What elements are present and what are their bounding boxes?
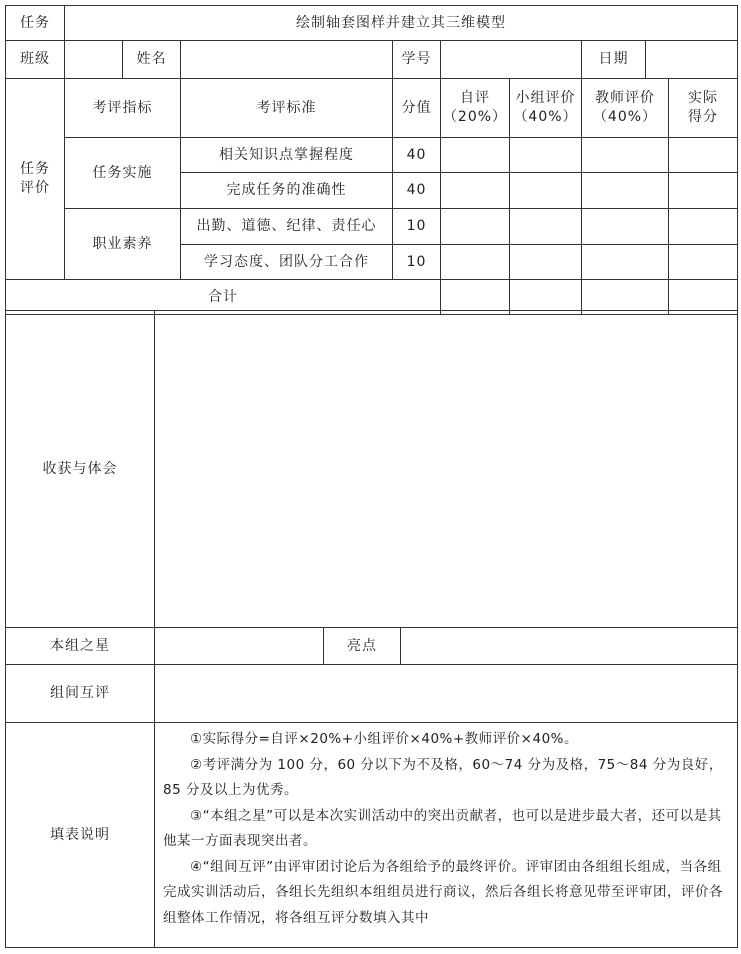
col-score: 分值 [393, 79, 441, 138]
col-actual-line2: 得分 [688, 109, 719, 125]
actual-score-field[interactable] [669, 245, 738, 280]
actual-score-field[interactable] [669, 209, 738, 245]
instruction-item: ③“本组之星”可以是本次实训活动中的突出贡献者，也可以是进步最大者，还可以是其他某一方面表现突出者。 [163, 807, 722, 849]
col-group-line2: （40%） [513, 109, 578, 125]
reflection-label: 收获与体会 [6, 311, 155, 628]
standard-cell: 出勤、道德、纪律、责任心 [181, 209, 393, 245]
col-self-line2: （20%） [442, 109, 508, 125]
instructions-body [155, 723, 738, 948]
teacher-score-field[interactable] [582, 138, 669, 173]
indicator-professional-quality: 职业素养 [65, 209, 181, 280]
standard-cell: 完成任务的准确性 [181, 173, 393, 209]
table-row [6, 209, 738, 245]
col-actual-line1: 实际 [688, 90, 719, 107]
instruction-item: ④“组间互评”由评审团讨论后为各组给予的最终评价。评审团由各组组长组成，当各组完成实训活动后，各组长先组织本组组员进行商议，然后各组长将意见带至评审团，评价各组整体工作情况，将各组互评分数填入其中 [163, 858, 723, 926]
score-cell: 40 [393, 138, 441, 173]
highlight-field[interactable] [401, 628, 738, 665]
date-field[interactable] [646, 41, 738, 79]
reflection-field[interactable] [155, 311, 738, 628]
self-score-field[interactable] [441, 138, 510, 173]
date-label: 日期 [582, 41, 646, 79]
col-group-line1: 小组评价 [515, 90, 576, 107]
self-score-field[interactable] [441, 209, 510, 245]
student-id-label: 学号 [393, 41, 441, 79]
score-cell: 10 [393, 245, 441, 280]
evaluation-section-label [6, 79, 65, 280]
star-label: 本组之星 [6, 628, 155, 665]
group-score-field[interactable] [510, 173, 582, 209]
col-actual [669, 79, 738, 138]
table-row [6, 138, 738, 173]
self-score-field[interactable] [441, 173, 510, 209]
col-group [510, 79, 582, 138]
teacher-score-field[interactable] [582, 245, 669, 280]
teacher-score-field[interactable] [582, 173, 669, 209]
actual-score-field[interactable] [669, 138, 738, 173]
feedback-table [5, 310, 738, 948]
col-teacher [582, 79, 669, 138]
instructions-label: 填表说明 [6, 723, 155, 948]
name-field[interactable] [181, 41, 393, 79]
peer-review-label: 组间互评 [6, 665, 155, 723]
col-self-line1: 自评 [460, 90, 490, 107]
standard-cell: 学习态度、团队分工合作 [181, 245, 393, 280]
indicator-task-implementation: 任务实施 [65, 138, 181, 209]
col-teacher-line2: （40%） [592, 109, 658, 125]
total-label: 合计 [6, 280, 441, 315]
standard-cell: 相关知识点掌握程度 [181, 138, 393, 173]
instruction-item: ②考评满分为 100 分，60 分以下为不及格，60～74 分为及格，75～84 分为良好，85 分及以上为优秀。 [163, 756, 723, 798]
teacher-score-field[interactable] [582, 209, 669, 245]
evaluation-label-line1: 任务 [20, 161, 50, 178]
col-standard: 考评标准 [181, 79, 393, 138]
col-teacher-line1: 教师评价 [595, 90, 655, 107]
actual-score-field[interactable] [669, 173, 738, 209]
group-score-field[interactable] [510, 138, 582, 173]
self-score-field[interactable] [441, 245, 510, 280]
group-score-field[interactable] [510, 245, 582, 280]
star-field[interactable] [155, 628, 324, 665]
highlight-label: 亮点 [324, 628, 401, 665]
student-id-field[interactable] [441, 41, 582, 79]
class-field[interactable] [65, 41, 123, 79]
col-indicator: 考评指标 [65, 79, 181, 138]
group-score-field[interactable] [510, 209, 582, 245]
col-self [441, 79, 510, 138]
evaluation-label-line2: 评价 [20, 180, 50, 196]
instruction-item: ①实际得分=自评×20%+小组评价×40%+教师评价×40%。 [190, 731, 578, 747]
evaluation-table [5, 5, 738, 315]
name-label: 姓名 [123, 41, 181, 79]
task-title: 绘制轴套图样并建立其三维模型 [65, 6, 738, 41]
class-label: 班级 [6, 41, 65, 79]
score-cell: 40 [393, 173, 441, 209]
peer-review-field[interactable] [155, 665, 738, 723]
score-cell: 10 [393, 209, 441, 245]
task-label: 任务 [6, 6, 65, 41]
